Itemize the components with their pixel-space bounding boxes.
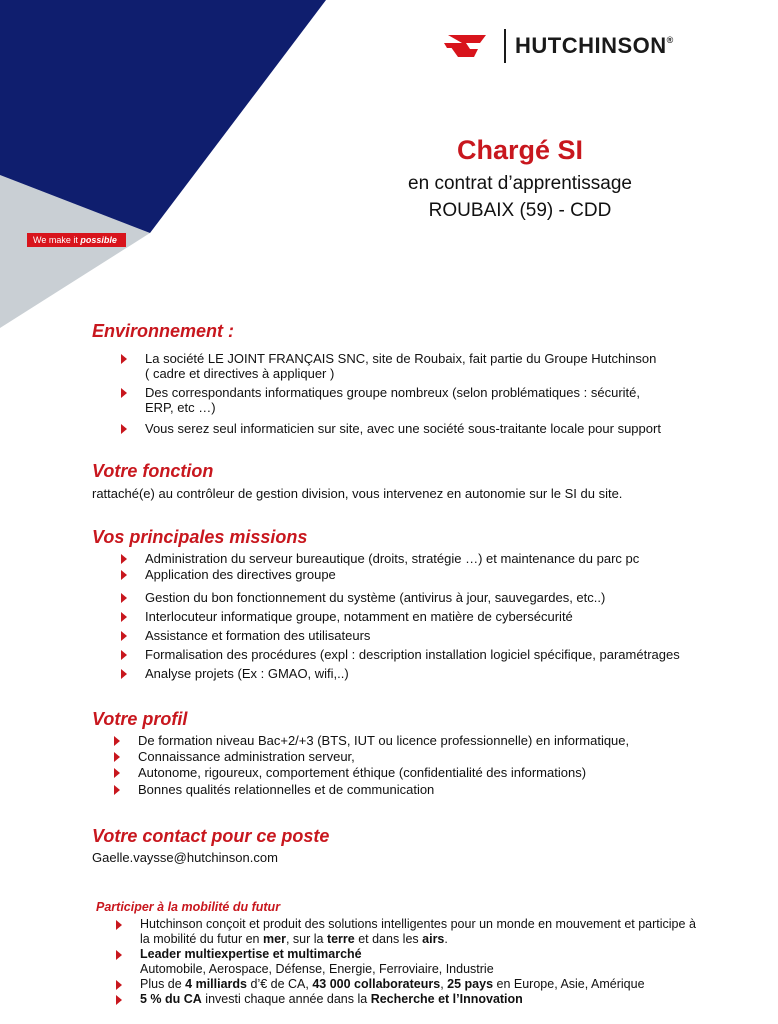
hutchinson-logo <box>444 28 674 64</box>
section-title-fonction: Votre fonction <box>92 461 214 481</box>
job-location: ROUBAIX (59) - CDD <box>428 200 612 221</box>
tagline-badge <box>27 233 126 247</box>
list-item: Interlocuteur informatique groupe, notamment en matière de cybersécurité <box>121 609 741 624</box>
bullet-arrow-icon <box>121 388 127 398</box>
list-item: Bonnes qualités relationnelles et de communication <box>114 782 734 797</box>
profil-list <box>114 733 734 797</box>
list-item: 5 % du CA investi chaque année dans la Recherche et l’Innovation <box>116 992 736 1007</box>
section-title-environnement: Environnement : <box>92 321 235 341</box>
section-title-contact: Votre contact pour ce poste <box>92 826 330 846</box>
tagline-text: We make it <box>33 235 81 245</box>
logo-divider <box>504 29 506 63</box>
section-title-profil: Votre profil <box>92 709 188 729</box>
list-item: Assistance et formation des utilisateurs <box>121 628 741 643</box>
list-item: Application des directives groupe <box>121 567 741 582</box>
environnement-list <box>121 351 721 436</box>
fonction-text: rattaché(e) au contrôleur de gestion division, vous intervenez en autonomie sur le SI du site. <box>92 486 623 501</box>
bullet-arrow-icon <box>116 995 122 1005</box>
hutchinson-emblem-icon <box>444 29 494 63</box>
contact-email: Gaelle.vaysse@hutchinson.com <box>92 850 278 865</box>
bullet-arrow-icon <box>114 736 120 746</box>
logo-wordmark: HUTCHINSON® <box>515 33 674 58</box>
bullet-arrow-icon <box>121 612 127 622</box>
list-item: Formalisation des procédures (expl : description installation logiciel spécifique, paramétrages <box>121 647 741 662</box>
contract-type: en contrat d’apprentissage <box>408 173 632 194</box>
bullet-arrow-icon <box>121 554 127 564</box>
list-item: Vous serez seul informaticien sur site, avec une société sous-traitante locale pour support <box>121 421 721 436</box>
bullet-arrow-icon <box>116 950 122 960</box>
missions-list <box>121 551 741 681</box>
bullet-arrow-icon <box>121 669 127 679</box>
list-item: Leader multiexpertise et multimarché Automobile, Aerospace, Défense, Energie, Ferroviaire, Industrie <box>116 947 736 977</box>
mobilite-list <box>116 917 736 1007</box>
bullet-arrow-icon <box>121 424 127 434</box>
job-title: Chargé SI <box>456 135 584 165</box>
mobilite-title: Participer à la mobilité du futur <box>96 900 281 914</box>
corner-graphic <box>0 0 330 330</box>
bullet-arrow-icon <box>121 570 127 580</box>
list-item: De formation niveau Bac+2/+3 (BTS, IUT ou licence professionnelle) en informatique, <box>114 733 734 748</box>
bullet-arrow-icon <box>116 980 122 990</box>
bullet-arrow-icon <box>114 768 120 778</box>
list-item: La société LE JOINT FRANÇAIS SNC, site de Roubaix, fait partie du Groupe Hutchinson ( cadre et directives à appliquer ) <box>121 351 721 381</box>
list-item: Connaissance administration serveur, <box>114 749 734 764</box>
section-title-missions: Vos principales missions <box>92 527 308 547</box>
bullet-arrow-icon <box>116 920 122 930</box>
list-item: Plus de 4 milliards d’€ de CA, 43 000 collaborateurs, 25 pays en Europe, Asie, Amérique <box>116 977 736 992</box>
list-item: Gestion du bon fonctionnement du système (antivirus à jour, sauvegardes, etc..) <box>121 590 741 605</box>
bullet-arrow-icon <box>121 354 127 364</box>
list-item: Autonome, rigoureux, comportement éthique (confidentialité des informations) <box>114 765 734 780</box>
list-item: Hutchinson conçoit et produit des solutions intelligentes pour un monde en mouvement et participe à la mobilité du futur en mer, sur la terre et dans les airs. <box>116 917 736 947</box>
bullet-arrow-icon <box>114 752 120 762</box>
bullet-arrow-icon <box>121 650 127 660</box>
bullet-arrow-icon <box>114 785 120 795</box>
bullet-arrow-icon <box>121 631 127 641</box>
list-item: Des correspondants informatiques groupe nombreux (selon problématiques : sécurité, ERP, etc …) <box>121 385 721 415</box>
list-item: Administration du serveur bureautique (droits, stratégie …) et maintenance du parc pc <box>121 551 741 566</box>
job-header <box>300 132 740 224</box>
list-item: Analyse projets (Ex : GMAO, wifi,..) <box>121 666 741 681</box>
tagline-emphasis: possible <box>80 235 117 245</box>
bullet-arrow-icon <box>121 593 127 603</box>
